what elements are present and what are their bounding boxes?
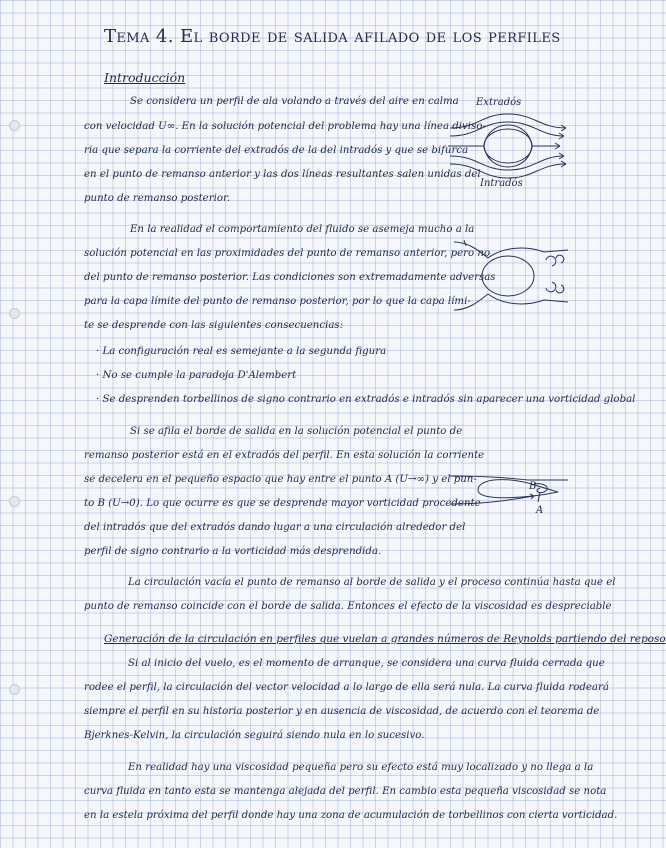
- potential-flow-diagram: [448, 108, 570, 184]
- p6-line-2: curva fluida en tanto esta se mantenga alejada del perfil. En cambio esta pequeña viscosidad se nota: [84, 786, 607, 797]
- bullet-3-text: Se desprenden torbellinos de signo contrario en extradós e intradós sin aparecer una vorticidad global: [102, 394, 636, 405]
- p3-line-3: se decelera en el pequeño espacio que hay entre el punto A (U→∞) y el pun-: [84, 474, 477, 485]
- bullet-2: · No se cumple la paradoja D'Alembert: [96, 370, 297, 381]
- bullet-3: · Se desprenden torbellinos de signo contrario en extradós e intradós sin aparecer una vorticidad global: [96, 394, 636, 405]
- binder-hole: [9, 308, 20, 319]
- binder-hole: [9, 496, 20, 507]
- p3-line-1: Si se afila el borde de salida en la solución potencial el punto de: [130, 426, 463, 437]
- p5-line-4: Bjerknes-Kelvin, la circulación seguirá siendo nula en lo sucesivo.: [84, 730, 425, 741]
- p1-line-3: ria que separa la corriente del extradós de la del intradós y que se bifurca: [84, 145, 469, 156]
- binder-hole: [9, 120, 20, 131]
- p6-line-3: en la estela próxima del perfil donde hay una zona de acumulación de torbellinos con cierta vorticidad.: [84, 810, 618, 821]
- p4-line-2: punto de remanso coincide con el borde de salida. Entonces el efecto de la viscosidad es despreciable: [84, 601, 612, 612]
- p3-line-5: del intradós que del extradós dando lugar a una circulación alrededor del: [84, 522, 466, 533]
- p2-line-2: solución potencial en las proximidades del punto de remanso anterior, pero no: [84, 248, 491, 259]
- p2-line-5: te se desprende con las siguientes consecuencias:: [84, 320, 344, 331]
- p1-line-4: en el punto de remanso anterior y las dos líneas resultantes salen unidas del: [84, 169, 481, 180]
- p5-line-1: Si al inicio del vuelo, es el momento de arranque, se considera una curva fluida cerrada que: [128, 658, 605, 669]
- p5-line-2: rodee el perfil, la circulación del vector velocidad a lo largo de ella será nula. La curva fluida rodeará: [84, 682, 609, 693]
- binder-hole: [9, 684, 20, 695]
- page-title: Tema 4. El borde de salida afilado de los perfiles: [104, 26, 561, 47]
- p2-line-4: para la capa límite del punto de remanso posterior, por lo que la capa lími-: [84, 296, 471, 307]
- p1-line-2: con velocidad U∞. En la solución potencial del problema hay una línea diviso-: [84, 121, 486, 132]
- p3-line-6: perfil de signo contrario a la vorticidad más desprendida.: [84, 546, 382, 557]
- real-flow-diagram: [448, 236, 570, 316]
- section2-heading: Generación de la circulación en perfiles que vuelan a grandes números de Reynolds partiendo del reposo: [104, 633, 666, 645]
- p2-line-3: del punto de remanso posterior. Las condiciones son extremadamente adversas: [84, 272, 496, 283]
- point-b-label: B: [529, 481, 537, 492]
- p6-line-1: En realidad hay una viscosidad pequeña pero su efecto está muy localizado y no llega a la: [128, 762, 594, 773]
- bullet-1: · La configuración real es semejante a la segunda figura: [96, 346, 387, 357]
- p1-line-1: Se considera un perfil de ala volando a través del aire en calma: [130, 96, 459, 107]
- intrados-label: Intradós: [480, 178, 523, 189]
- p1-line-5: punto de remanso posterior.: [84, 193, 230, 204]
- p3-line-2: remanso posterior está en el extradós del perfil. En esta solución la corriente: [84, 450, 485, 461]
- extrados-label: Extradós: [476, 97, 522, 108]
- point-a-label: A: [536, 505, 544, 516]
- intro-heading: Introducción: [104, 70, 186, 85]
- bullet-2-text: No se cumple la paradoja D'Alembert: [102, 370, 297, 381]
- p2-line-1: En la realidad el comportamiento del fluido se asemeja mucho a la: [130, 224, 475, 235]
- p5-line-3: siempre el perfil en su historia posterior y en ausencia de viscosidad, de acuerdo con el teorema de: [84, 706, 600, 717]
- p3-line-4: to B (U→0). Lo que ocurre es que se desprende mayor vorticidad procedente: [84, 498, 481, 509]
- p4-line-1: La circulación vacía el punto de remanso al borde de salida y el proceso continúa hasta que el: [128, 577, 616, 588]
- bullet-1-text: La configuración real es semejante a la segunda figura: [102, 346, 387, 357]
- sharp-edge-airfoil-diagram: [448, 462, 570, 518]
